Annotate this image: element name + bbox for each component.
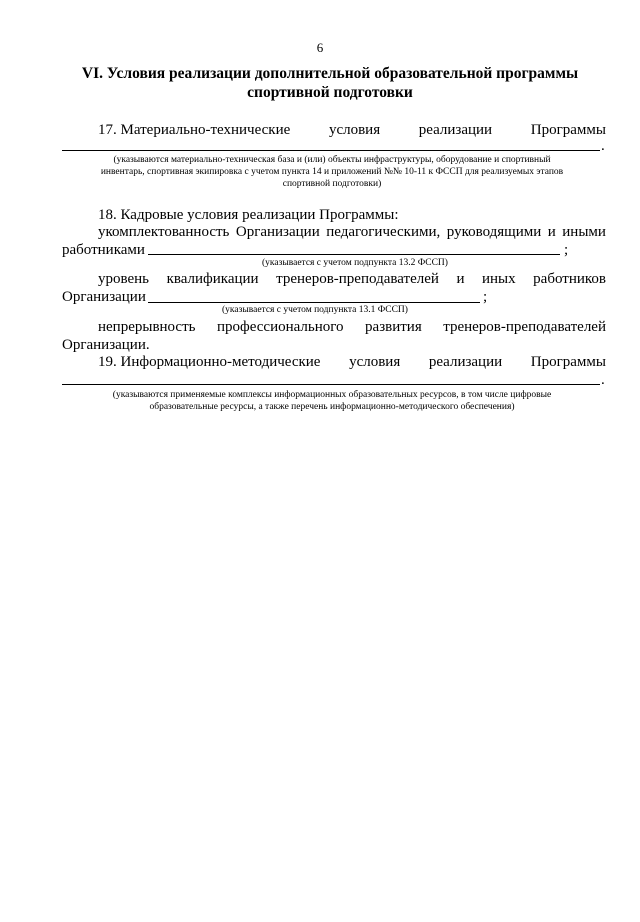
- level-word: квалификации: [166, 271, 259, 287]
- dev-word: тренеров-преподавателей: [443, 319, 606, 335]
- level-fill-line: [148, 302, 480, 303]
- item-17-hint-line-2: инвентарь, спортивная экипировка с учетом пункта 14 и приложений №№ 10-11 к ФССП для реализуемых этапов: [100, 167, 564, 177]
- item-19-hint-line-1: (указываются применяемые комплексы информационных образовательных ресурсов, в том числе цифровые: [112, 390, 552, 400]
- staffing-word: иными: [562, 224, 606, 240]
- staffing-word: укомплектованность: [98, 224, 230, 240]
- item-17-hint-line-3: спортивной подготовки): [282, 179, 382, 189]
- item-17-trail: .: [601, 138, 605, 154]
- item-19-word: условия: [349, 354, 401, 370]
- staffing-word: руководящими: [446, 224, 542, 240]
- item-19-word: 19. Информационно-методические: [98, 354, 321, 370]
- section-title: [70, 64, 590, 102]
- item-19-line: [98, 353, 606, 371]
- level-word: тренеров-преподавателей: [276, 271, 439, 287]
- item-18-staffing-line: [98, 223, 606, 241]
- item-18-level-line: [98, 270, 606, 288]
- item-19-word: Программы: [530, 354, 606, 370]
- item-17-word: условия: [328, 122, 381, 138]
- staffing-word: Организации: [235, 224, 320, 240]
- level-continuation: Организации: [62, 289, 146, 305]
- staffing-continuation: работниками: [62, 242, 145, 258]
- item-17-word: Программы: [530, 122, 606, 138]
- staffing-hint: (указывается с учетом подпункта 13.2 ФССП): [262, 258, 448, 268]
- item-17-hint: [62, 154, 602, 190]
- level-word: и: [456, 271, 465, 287]
- item-18-dev-line: [98, 318, 606, 336]
- item-19-fill-line: [62, 384, 600, 385]
- item-17-word: 17. Материально-технические: [98, 122, 291, 138]
- item-17-word: реализации: [418, 122, 493, 138]
- item-17-line: [98, 121, 606, 139]
- section-title-line-2: спортивной подготовки: [247, 84, 413, 101]
- level-word: работников: [533, 271, 606, 287]
- item-19-hint: [62, 389, 602, 413]
- item-19-hint-line-2: образовательные ресурсы, а также перечень информационно-методического обеспечения): [149, 402, 515, 412]
- dev-word: развития: [365, 319, 422, 335]
- dev-continuation: Организации.: [62, 337, 150, 353]
- item-17-hint-line-1: (указываются материально-техническая база и (или) объекты инфраструктуры, оборудование и спортивный: [113, 155, 551, 165]
- staffing-word: и: [547, 224, 556, 240]
- dev-word: профессионального: [216, 319, 344, 335]
- dev-word: непрерывность: [98, 319, 196, 335]
- level-trail: ;: [483, 289, 488, 305]
- item-17-fill-line: [62, 150, 600, 151]
- level-word: уровень: [98, 271, 150, 287]
- item-19-word: реализации: [428, 354, 503, 370]
- item-19-trail: .: [601, 372, 605, 388]
- page-number: 6: [316, 40, 324, 55]
- level-word: иных: [482, 271, 516, 287]
- level-hint: (указывается с учетом подпункта 13.1 ФССП): [222, 305, 408, 315]
- staffing-fill-line: [148, 254, 560, 255]
- item-18-heading: 18. Кадровые условия реализации Программы:: [98, 207, 399, 223]
- staffing-trail: ;: [564, 242, 569, 258]
- section-title-line-1: VI. Условия реализации дополнительной образовательной программы: [81, 65, 579, 82]
- staffing-word: педагогическими,: [326, 224, 441, 240]
